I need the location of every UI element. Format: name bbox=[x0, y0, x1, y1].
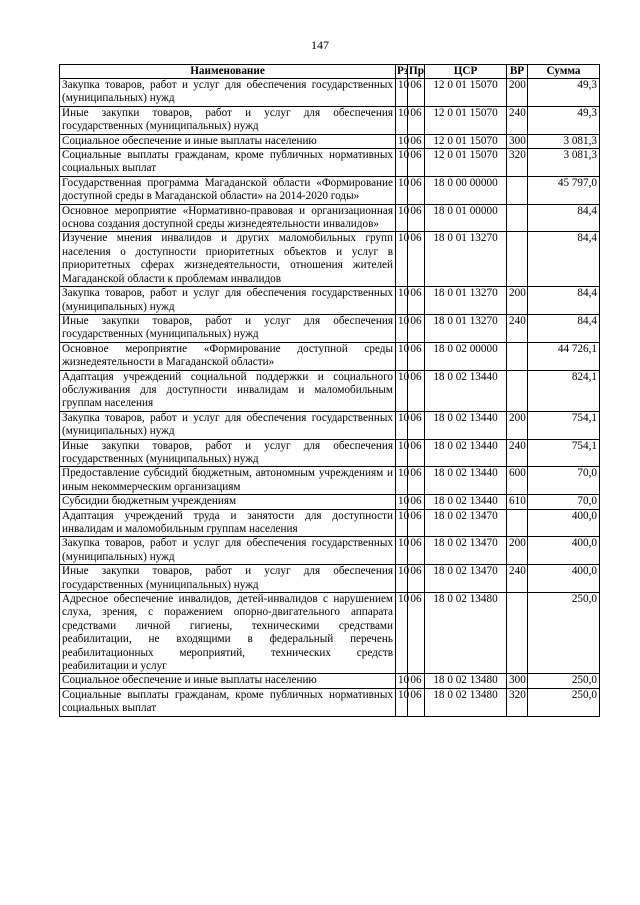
cell-vr: 600 bbox=[507, 467, 528, 495]
table-row bbox=[60, 509, 600, 537]
cell-sum: 250,0 bbox=[528, 688, 600, 716]
cell-name: Адресное обеспечение инвалидов, детей-инвалидов с нарушением слуха, зрения, с поражением опорно-двигательного аппарата средствами личной гигиены, техническими средствами реабилитации, не входящими в федеральный перечень реабилитационных мероприятий, технических средств реабилитации и услуг bbox=[60, 593, 396, 674]
table-row bbox=[60, 370, 600, 411]
cell-name: Государственная программа Магаданской области «Формирование доступной среды в Магаданской области» на 2014-2020 годы» bbox=[60, 176, 396, 204]
cell-pr: 06 bbox=[408, 439, 425, 467]
column-header-pr: Пр bbox=[409, 65, 424, 77]
table-row bbox=[60, 232, 600, 287]
cell-rz: 10 bbox=[396, 134, 408, 148]
cell-csr: 18 0 02 13440 bbox=[425, 411, 507, 439]
cell-rz: 10 bbox=[396, 593, 408, 674]
cell-pr: 06 bbox=[408, 342, 425, 370]
page-number: 147 bbox=[311, 38, 329, 52]
cell-csr: 18 0 01 13270 bbox=[425, 314, 507, 342]
cell-csr: 18 0 01 13270 bbox=[425, 232, 507, 287]
cell-sum: 49,3 bbox=[528, 79, 600, 107]
cell-csr: 18 0 02 13440 bbox=[425, 370, 507, 411]
cell-rz: 10 bbox=[396, 509, 408, 537]
cell-pr: 06 bbox=[408, 467, 425, 495]
cell-vr: 320 bbox=[507, 149, 528, 177]
cell-csr: 18 0 02 13480 bbox=[425, 593, 507, 674]
cell-pr: 06 bbox=[408, 509, 425, 537]
cell-rz: 10 bbox=[396, 370, 408, 411]
column-header-sum: Сумма bbox=[528, 65, 600, 79]
cell-name: Закупка товаров, работ и услуг для обеспечения государственных (муниципальных) нужд bbox=[60, 537, 396, 565]
table-row bbox=[60, 565, 600, 593]
cell-sum: 49,3 bbox=[528, 106, 600, 134]
cell-sum: 70,0 bbox=[528, 467, 600, 495]
cell-vr: 240 bbox=[507, 439, 528, 467]
cell-csr: 18 0 02 13470 bbox=[425, 565, 507, 593]
cell-sum: 754,1 bbox=[528, 439, 600, 467]
cell-pr: 06 bbox=[408, 134, 425, 148]
table-row bbox=[60, 688, 600, 716]
table-row bbox=[60, 176, 600, 204]
cell-pr: 06 bbox=[408, 149, 425, 177]
cell-sum: 824,1 bbox=[528, 370, 600, 411]
cell-vr: 320 bbox=[507, 688, 528, 716]
cell-pr: 06 bbox=[408, 411, 425, 439]
table-row bbox=[60, 79, 600, 107]
cell-rz: 10 bbox=[396, 287, 408, 315]
cell-sum: 45 797,0 bbox=[528, 176, 600, 204]
cell-sum: 3 081,3 bbox=[528, 149, 600, 177]
cell-vr: 240 bbox=[507, 565, 528, 593]
column-header-rz: Рз bbox=[397, 65, 409, 77]
cell-name: Иные закупки товаров, работ и услуг для обеспечения государственных (муниципальных) нужд bbox=[60, 106, 396, 134]
cell-sum: 250,0 bbox=[528, 674, 600, 688]
cell-vr: 610 bbox=[507, 495, 528, 509]
cell-name: Иные закупки товаров, работ и услуг для обеспечения государственных (муниципальных) нужд bbox=[60, 314, 396, 342]
cell-vr: 240 bbox=[507, 106, 528, 134]
table-row bbox=[60, 314, 600, 342]
cell-csr: 18 0 02 13480 bbox=[425, 688, 507, 716]
table-row bbox=[60, 204, 600, 232]
cell-sum: 70,0 bbox=[528, 495, 600, 509]
cell-pr: 06 bbox=[408, 688, 425, 716]
cell-sum: 754,1 bbox=[528, 411, 600, 439]
table-row bbox=[60, 106, 600, 134]
cell-pr: 06 bbox=[408, 495, 425, 509]
column-header-name: Наименование bbox=[60, 65, 396, 79]
cell-csr: 12 0 01 15070 bbox=[425, 106, 507, 134]
cell-sum: 44 726,1 bbox=[528, 342, 600, 370]
cell-vr: 200 bbox=[507, 287, 528, 315]
cell-name: Социальные выплаты гражданам, кроме публичных нормативных социальных выплат bbox=[60, 149, 396, 177]
cell-pr: 06 bbox=[408, 537, 425, 565]
cell-vr: 300 bbox=[507, 674, 528, 688]
cell-name: Иные закупки товаров, работ и услуг для обеспечения государственных (муниципальных) нужд bbox=[60, 439, 396, 467]
cell-name: Основное мероприятие «Формирование доступной среды жизнедеятельности в Магаданской области» bbox=[60, 342, 396, 370]
cell-name: Закупка товаров, работ и услуг для обеспечения государственных (муниципальных) нужд bbox=[60, 79, 396, 107]
cell-name: Адаптация учреждений труда и занятости для доступности инвалидам и маломобильным группам населения bbox=[60, 509, 396, 537]
cell-rz: 10 bbox=[396, 565, 408, 593]
cell-csr: 18 0 02 13440 bbox=[425, 439, 507, 467]
table-row bbox=[60, 411, 600, 439]
cell-rz: 10 bbox=[396, 688, 408, 716]
cell-sum: 84,4 bbox=[528, 232, 600, 287]
cell-rz: 10 bbox=[396, 342, 408, 370]
cell-name: Закупка товаров, работ и услуг для обеспечения государственных (муниципальных) нужд bbox=[60, 411, 396, 439]
cell-rz: 10 bbox=[396, 314, 408, 342]
cell-vr bbox=[507, 370, 528, 411]
cell-csr: 18 0 02 13440 bbox=[425, 495, 507, 509]
cell-sum: 400,0 bbox=[528, 509, 600, 537]
cell-rz: 10 bbox=[396, 79, 408, 107]
cell-csr: 18 0 02 13470 bbox=[425, 509, 507, 537]
cell-pr: 06 bbox=[408, 204, 425, 232]
table-row bbox=[60, 439, 600, 467]
cell-rz: 10 bbox=[396, 106, 408, 134]
cell-vr bbox=[507, 342, 528, 370]
table-row bbox=[60, 593, 600, 674]
cell-name: Социальное обеспечение и иные выплаты населению bbox=[60, 674, 396, 688]
cell-vr bbox=[507, 593, 528, 674]
cell-sum: 400,0 bbox=[528, 565, 600, 593]
cell-rz: 10 bbox=[396, 149, 408, 177]
cell-csr: 18 0 01 00000 bbox=[425, 204, 507, 232]
column-header-vr: ВР bbox=[507, 65, 528, 79]
cell-csr: 18 0 02 13470 bbox=[425, 537, 507, 565]
cell-csr: 18 0 02 00000 bbox=[425, 342, 507, 370]
cell-sum: 84,4 bbox=[528, 314, 600, 342]
cell-pr: 06 bbox=[408, 79, 425, 107]
cell-name: Закупка товаров, работ и услуг для обеспечения государственных (муниципальных) нужд bbox=[60, 287, 396, 315]
cell-pr: 06 bbox=[408, 106, 425, 134]
cell-name: Изучение мнения инвалидов и других маломобильных групп населения о доступности приоритетных объектов и услуг в приоритетных сферах жизнедеятельности, отношения жителей Магаданской области к проблемам инвалидов bbox=[60, 232, 396, 287]
cell-name: Иные закупки товаров, работ и услуг для обеспечения государственных (муниципальных) нужд bbox=[60, 565, 396, 593]
table-row bbox=[60, 342, 600, 370]
cell-sum: 3 081,3 bbox=[528, 134, 600, 148]
cell-vr bbox=[507, 204, 528, 232]
cell-name: Социальное обеспечение и иные выплаты населению bbox=[60, 134, 396, 148]
cell-pr: 06 bbox=[408, 565, 425, 593]
cell-sum: 84,4 bbox=[528, 204, 600, 232]
cell-vr: 300 bbox=[507, 134, 528, 148]
cell-pr: 06 bbox=[408, 314, 425, 342]
cell-csr: 12 0 01 15070 bbox=[425, 79, 507, 107]
cell-name: Основное мероприятие «Нормативно-правовая и организационная основа создания доступной среды жизнедеятельности инвалидов» bbox=[60, 204, 396, 232]
cell-rz: 10 bbox=[396, 439, 408, 467]
cell-sum: 250,0 bbox=[528, 593, 600, 674]
cell-csr: 12 0 01 15070 bbox=[425, 134, 507, 148]
table-header-row bbox=[60, 65, 600, 79]
cell-vr: 200 bbox=[507, 79, 528, 107]
cell-rz: 10 bbox=[396, 411, 408, 439]
cell-rz: 10 bbox=[396, 204, 408, 232]
cell-vr bbox=[507, 176, 528, 204]
table-body bbox=[60, 79, 600, 717]
cell-pr: 06 bbox=[408, 370, 425, 411]
cell-csr: 18 0 00 00000 bbox=[425, 176, 507, 204]
cell-name: Предоставление субсидий бюджетным, автономным учреждениям и иным некоммерческим организациям bbox=[60, 467, 396, 495]
cell-vr: 240 bbox=[507, 314, 528, 342]
cell-rz: 10 bbox=[396, 537, 408, 565]
cell-name: Адаптация учреждений социальной поддержки и социального обслуживания для доступности инвалидам и маломобильным группам населения bbox=[60, 370, 396, 411]
cell-vr: 200 bbox=[507, 411, 528, 439]
table-row bbox=[60, 674, 600, 688]
table-row bbox=[60, 495, 600, 509]
cell-rz: 10 bbox=[396, 232, 408, 287]
cell-pr: 06 bbox=[408, 593, 425, 674]
budget-table bbox=[59, 64, 600, 717]
cell-pr: 06 bbox=[408, 674, 425, 688]
cell-pr: 06 bbox=[408, 232, 425, 287]
cell-vr bbox=[507, 232, 528, 287]
cell-name: Субсидии бюджетным учреждениям bbox=[60, 495, 396, 509]
cell-vr bbox=[507, 509, 528, 537]
cell-csr: 18 0 02 13480 bbox=[425, 674, 507, 688]
cell-pr: 06 bbox=[408, 287, 425, 315]
table-row bbox=[60, 537, 600, 565]
table-row bbox=[60, 149, 600, 177]
cell-sum: 84,4 bbox=[528, 287, 600, 315]
cell-pr: 06 bbox=[408, 176, 425, 204]
table-row bbox=[60, 287, 600, 315]
cell-csr: 18 0 02 13440 bbox=[425, 467, 507, 495]
cell-vr: 200 bbox=[507, 537, 528, 565]
cell-sum: 400,0 bbox=[528, 537, 600, 565]
cell-rz: 10 bbox=[396, 674, 408, 688]
table-row bbox=[60, 467, 600, 495]
column-header-csr: ЦСР bbox=[425, 65, 507, 79]
cell-rz: 10 bbox=[396, 467, 408, 495]
cell-csr: 18 0 01 13270 bbox=[425, 287, 507, 315]
table-row bbox=[60, 134, 600, 148]
cell-name: Социальные выплаты гражданам, кроме публичных нормативных социальных выплат bbox=[60, 688, 396, 716]
cell-rz: 10 bbox=[396, 495, 408, 509]
cell-rz: 10 bbox=[396, 176, 408, 204]
cell-csr: 12 0 01 15070 bbox=[425, 149, 507, 177]
